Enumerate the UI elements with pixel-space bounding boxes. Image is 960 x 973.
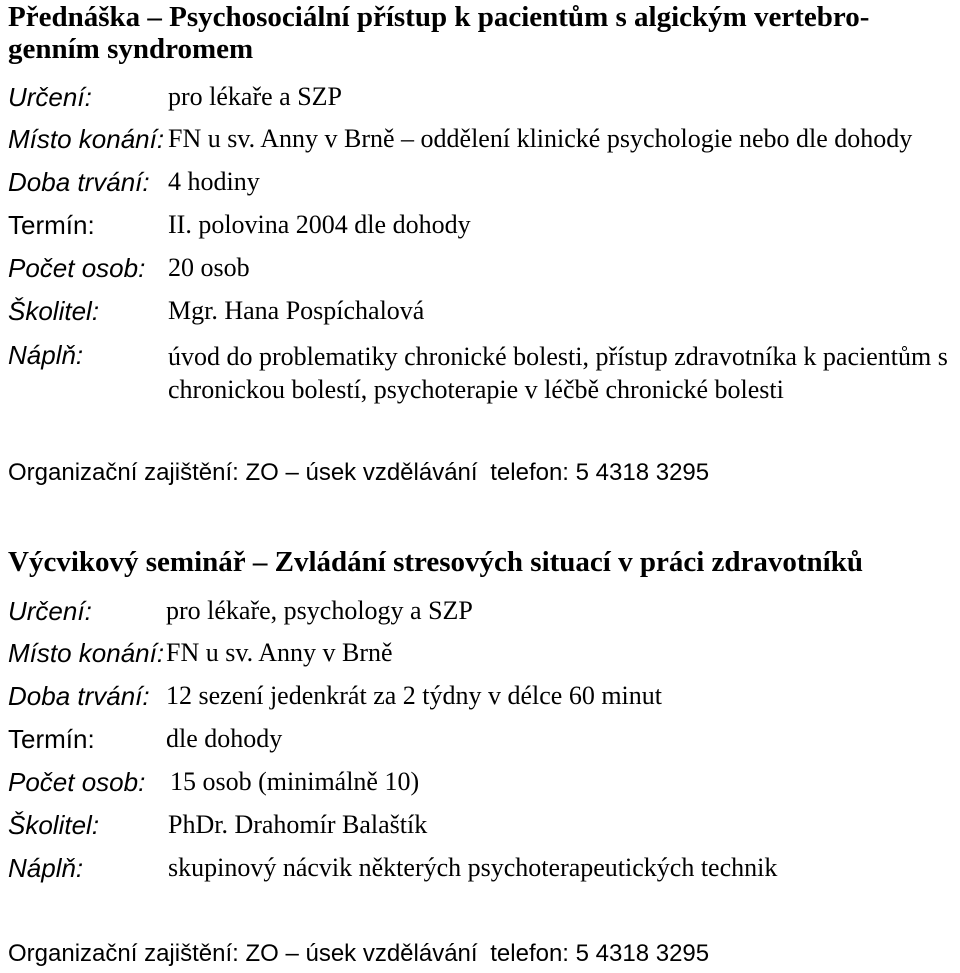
section1-heading-line1: Přednáška – Psychosociální přístup k pacientům s algickým vertebro- [8, 1, 870, 33]
doba-label: Doba trvání: [8, 167, 150, 197]
termin-value: II. polovina 2004 dle dohody [168, 210, 471, 239]
napln-value: skupinový nácvik některých psychoterapeutických technik [168, 853, 778, 882]
urceni-value: pro lékaře a SZP [168, 82, 343, 111]
org-phone: telefon: 5 4318 3295 [490, 940, 710, 967]
napln-label: Náplň: [8, 853, 84, 883]
napln-label: Náplň: [8, 340, 84, 370]
section2-heading: Výcvikový seminář – Zvládání stresových situací v práci zdravotníků [8, 546, 863, 578]
termin-label: Termín: [8, 724, 95, 754]
pocet-value: 20 osob [168, 253, 250, 282]
section1-heading-line2: genním syndromem [8, 33, 254, 65]
urceni-value: pro lékaře, psychology a SZP [166, 596, 473, 625]
skolitel-value: Mgr. Hana Pospíchalová [168, 296, 425, 325]
misto-value: FN u sv. Anny v Brně [166, 638, 393, 667]
skolitel-label: Školitel: [8, 296, 100, 326]
urceni-label: Určení: [8, 596, 92, 626]
termin-label: Termín: [8, 210, 95, 240]
skolitel-value: PhDr. Drahomír Balaštík [168, 810, 428, 839]
section1-org-line [8, 458, 709, 488]
org-phone: telefon: 5 4318 3295 [490, 459, 710, 486]
org-label: Organizační zajištění: [8, 459, 239, 486]
misto-label: Místo konání: [8, 638, 165, 668]
skolitel-label: Školitel: [8, 810, 100, 840]
misto-label: Místo konání: [8, 124, 165, 154]
pocet-label: Počet osob: [8, 767, 146, 797]
misto-value: FN u sv. Anny v Brně – oddělení klinické psychologie nebo dle dohody [168, 124, 913, 153]
org-unit: ZO – úsek vzdělávání [245, 459, 478, 486]
pocet-value: 15 osob (minimálně 10) [170, 767, 420, 796]
napln-value: úvod do problematiky chronické bolesti, přístup zdravotníka k pacientům s chronickou bolestí, psychoterapie v léčbě chronické bolesti [168, 342, 948, 404]
doba-label: Doba trvání: [8, 681, 150, 711]
urceni-label: Určení: [8, 82, 92, 112]
doba-value: 12 sezení jedenkrát za 2 týdny v délce 60 minut [166, 681, 663, 710]
section2-org-line [8, 939, 709, 969]
pocet-label: Počet osob: [8, 253, 146, 283]
doba-value: 4 hodiny [168, 167, 260, 196]
org-label: Organizační zajištění: [8, 940, 239, 967]
termin-value: dle dohody [166, 724, 283, 753]
org-unit: ZO – úsek vzdělávání [245, 940, 478, 967]
